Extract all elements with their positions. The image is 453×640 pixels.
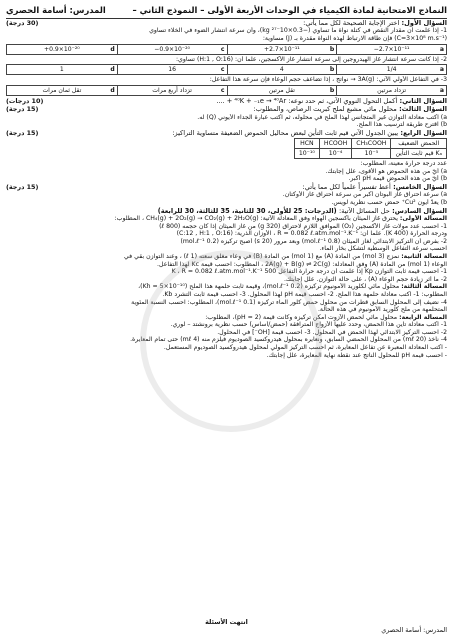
p2-line-2: الوعاء (1 mol) من المادة (A) وفق المعادلة: 2A(g) + B(g) ⇌ 2C(g) ، المطلوب: احسب قيمة Kc لهذا التفاعل. (157, 260, 447, 268)
p2-line-3: 1- احسب قيمة ثابت التوازن Kp إذا علمت أن درجة حرارة التفاعل 500 K ، R = 0.082 ℓ.atm.mol⁻¹.K⁻¹ (171, 268, 447, 276)
p1-text: يحترق غاز الميثان بأكسجين الهواء وفق المعادلة الآتية: CH₄(g) + 2O₂(g) → CO₂(g) + 2H₂O(g) ، المطلوب: (114, 214, 398, 222)
q3-part-b: b) اقترح طريقة لترسيب هذا الملح. (356, 121, 447, 129)
q2-title: السؤال الثاني: (399, 96, 447, 105)
end-of-questions: انتهت الأسئلة (205, 618, 248, 626)
exam-page (6, 4, 447, 636)
question-2 (6, 97, 447, 105)
q3-text: محلول مائي مشبع لملح كبريت الرصاص، والمطلوب: (253, 105, 397, 114)
q3-part-a: a) اكتب معادلة التوازن غير المتجانس لهذا الملح في محلوله، ثم اكتب عبارة الجداء الأيوني (Q) له. (197, 113, 447, 121)
page-header (6, 4, 447, 19)
q1-item-2: 2- إذا كانت سرعة انتشار غاز الهيدروجين إلى سرعة انتشار غاز الأكسجين، علماً أن: (H:1 , O:16) تساوي: (175, 55, 447, 63)
option-cell[interactable]: d 1 (59, 66, 115, 74)
option-cell[interactable]: a تزداد مرتين (336, 86, 446, 95)
q1-item-1-cont: (C=3×10⁸ m.s⁻¹) فإن طاقة الارتباط لهذه النواة مقدرة بـ (J) مساوية: (262, 35, 447, 42)
q4-text: يبين الجدول الآتي قيم ثابت التأين لبعض محاليل الحموض الضعيفة متساوية التراكيز: (172, 128, 399, 137)
footer-teacher: المدرس: أسامة الحصري (381, 626, 447, 634)
q3-marks: (15 درجة) (6, 105, 39, 114)
q4-marks: (15 درجة) (6, 128, 39, 137)
teacher-name: المدرس: أسامة الحصري (6, 5, 106, 15)
q4-sub: عدد درجة حرارة معينة، المطلوب: (360, 160, 447, 168)
q1-options-1 (6, 44, 447, 55)
q1-item-1: 1- إذا علمت أن مقدار النقص في كتلة نواة ما تساوي (−0.3×10⁻²⁷ kg)، وأن سرعة انتشار الضوء في الخلاء تساوي (149, 27, 447, 35)
p4-line-6: - احسب قيمة pH للمحلول الناتج عند نقطة نهاية المعايرة، علل إجابتك. (266, 351, 447, 359)
question-1 (6, 19, 447, 96)
q6-marks: (الدرجات: 25 للأولى، 30 للثانية، 35 للثالثة، 30 للرابعة) (157, 206, 337, 215)
question-5 (6, 183, 447, 207)
q5-part-b: b) يعدّ أيون Cu²⁺ حمض حسب نظرية لويس. (331, 198, 447, 206)
q6-title: السؤال السادس: (392, 206, 447, 215)
q1-item-3: 3- في التفاعل الأولي الآتي: 3A(g) → نواتج ، إذا تضاعف حجم الوعاء فإن سرعة هذا التفاعل: (209, 76, 447, 84)
q2-text: أكمل التحول النووي الآتي، ثم حدد نوعه: ⁴⁰K + ₋₁e → ⁴⁰Ar + .... (216, 96, 398, 105)
p4-line-4: 4- نأخذ (20 mℓ) من المحلول الحمضي السابق، ونعايره بمحلول هيدروكسيد الصوديوم فيلزم منه (4 mℓ) حتى تمام المعايرة. (130, 336, 447, 344)
q5-text: أعط تفسيراً علمياً لكل مما يأتي: (302, 182, 391, 191)
q4-title: السؤال الرابع: (400, 128, 447, 137)
p3-title: المسألة الثالثة: (401, 283, 447, 291)
table-cell: قيم ثابت التأين Kₐ (391, 149, 447, 159)
p3-line-4: المتحلمهة من ملح كلوريد الأمونيوم في هذه الحالة. (317, 306, 447, 314)
p4-title: المسألة الرابعة: (399, 313, 447, 321)
p4-line-3: 2- احسب التركيز الابتدائي لهذا الحمض في المحلول. 3- احسب قيمة [OH⁻] في المحلول. (217, 328, 447, 336)
question-4 (6, 129, 447, 183)
q6-text: حل المسائل الآتية: (338, 206, 390, 215)
p1-line-3: 2- بفرض أن التركيز الابتدائي لغاز الميثان (0.8 mol.ℓ⁻¹) وبعد مرور (20 s) أصبح تركيزه (0.2 mol.ℓ⁻¹) (180, 237, 447, 245)
exam-title: النماذج الامتحانية لمادة الكيمياء في الوحدات الأربعة الأولى – النموذج الثاني – (132, 5, 447, 15)
table-cell: 10⁻¹⁰ (294, 149, 319, 159)
p4-line-1: محلول مائي لحمض الآزوت أمكن تركيزه وكانت قيمة (pH = 2)، المطلوب: (205, 313, 398, 321)
option-cell[interactable]: c تزداد أربع مرات (117, 86, 227, 95)
p3-line-2: المطلوب: 1- اكتب معادلة حلمهة هذا الملح. 2- احسب قيمة pH لهذا المحلول. 3- احسب قيمة ثابت التشرد Kb. (162, 290, 447, 298)
problem-3 (6, 283, 447, 313)
table-cell: الحمض الضعيف (391, 139, 447, 149)
p2-title: المسألة الثانية: (401, 252, 447, 260)
q4-part-b: b) أيّ من هذه الحموض قيمة pH أكبر. (348, 175, 447, 183)
option-cell[interactable]: c 16 (117, 65, 227, 74)
option-cell[interactable]: d +0.9×10⁻²⁰ (43, 45, 115, 53)
question-6 (6, 207, 447, 215)
p2-line-4: 2- ما أثر زيادة حجم الوعاء (A) ، على حالة التوازن. علل إجابتك. (283, 275, 447, 283)
page-footer (6, 618, 447, 634)
table-cell: 10⁻⁵ (352, 149, 391, 159)
q5-title: السؤال الخامس: (393, 182, 447, 191)
q3-title: السؤال الثالث: (399, 105, 447, 114)
problem-4 (6, 314, 447, 360)
problem-2 (6, 253, 447, 283)
p2-line-1: نمزج (3 mol) من المادة (A) مع (1 mol) من المادة (B) في وعاء مغلق سعته (1 ℓ) ، وعند التوازن بقي في (124, 252, 400, 260)
table-row (294, 139, 446, 149)
q5-marks: (15 درجة) (6, 182, 39, 191)
option-cell[interactable]: b تقل مرتين (227, 86, 337, 95)
option-cell[interactable]: a 1/4 (336, 65, 446, 74)
question-3 (6, 105, 447, 129)
option-cell[interactable]: b 4 (227, 65, 337, 74)
table-cell: 10⁻⁴ (319, 149, 351, 159)
q1-options-2 (6, 64, 447, 75)
table-cell: HCN (294, 139, 319, 149)
option-cell[interactable]: b +2.7×10⁻¹¹ (227, 45, 337, 54)
q4-part-a: a) أيّ من هذه الحموض هو الأقوى، علل إجابتك. (325, 167, 447, 175)
option-cell[interactable]: c −0.9×10⁻²⁰ (117, 45, 227, 54)
problem-1 (6, 215, 447, 253)
p1-title: المسألة الأولى: (399, 214, 447, 222)
table-cell: CH₃COOH (352, 139, 391, 149)
p1-line-1: 1- احسب عدد مولات غاز الأكسجين (O₂) الموافق اللازم لاحتراق (320 g) من غاز الميثان إذا كان حجمه (800 ℓ) (159, 222, 447, 230)
q1-options-3 (6, 85, 447, 96)
p3-line-1: محلول مائي لكلوريد الأمونيوم تركيزه (0.2 mol.ℓ⁻¹)، وقيمة ثابت حلمهة هذا الملح (Kh = 5×10⁻¹⁰)، (138, 283, 400, 291)
p1-line-4: احسب سرعة التفاعل الوسطية لتشكل بخار الماء. (319, 245, 447, 253)
table-cell: HCOOH (319, 139, 351, 149)
acids-table (294, 138, 447, 159)
table-row (294, 149, 446, 159)
p3-line-3: 4- نضيف إلى المحلول السابق قطرات من محلول حمض كلور الماء تركيزه (0.1 mol.ℓ⁻¹)، المطلوب: احسب النسبة المئوية (131, 298, 447, 306)
q1-title: السؤال الأول: (401, 19, 447, 27)
q2-marks: (10 درجات) (6, 96, 44, 105)
option-cell[interactable]: d تقل ثمان مرات (42, 86, 115, 94)
p4-line-5: - اكتب المعادلة المعبرة عن تفاعل المعايرة، ثم احسب التركيز المولي لمحلول هيدروكسيد الصوديوم المستعمل. (163, 344, 447, 352)
q5-part-a: a) سرعة احتراق غاز البوتان أكبر من سرعة احتراق غاز الأوكتان. (282, 191, 447, 199)
p1-line-2: ودرجة الحرارة (400 K). علماً أن: R = 0.082 ℓ.atm.mol⁻¹.K⁻¹ ، الأوزان الذرية: (C:12 , H:1 , O:16) (176, 230, 447, 238)
q1-marks: (30 درجة) (6, 19, 39, 27)
q1-instruction: اختر الإجابة الصحيحة لكل مما يأتي: (303, 19, 400, 27)
p4-line-2: 1- اكتب معادلة تأين هذا الحمض، وحدد عليها الأزواج المترافقة (حمض/أساس) حسب نظرية برونشتد – لوري. (170, 321, 447, 329)
option-cell[interactable]: a −2.7×10⁻¹¹ (336, 45, 446, 54)
